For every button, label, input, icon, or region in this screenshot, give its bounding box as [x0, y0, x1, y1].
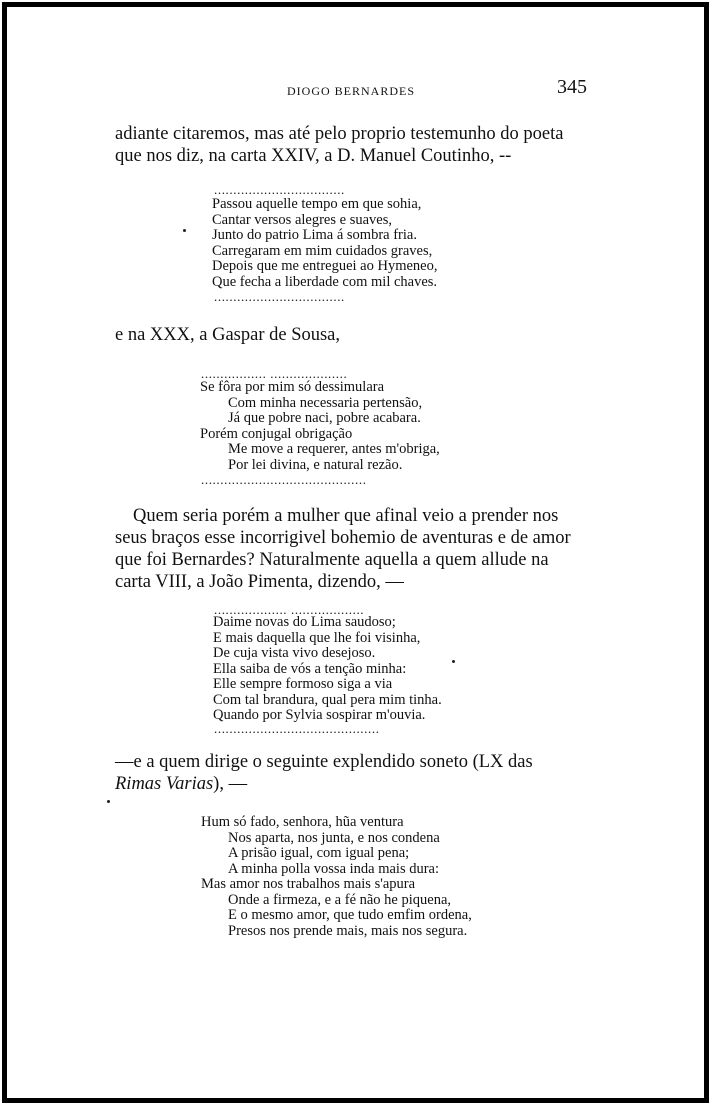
- verse-line: Quando por Sylvia sospirar m'ouvia.: [213, 707, 426, 723]
- ink-speck: [452, 660, 455, 663]
- verse-line: Passou aquelle tempo em que sohia,: [212, 196, 422, 212]
- verse-2: [200, 380, 440, 473]
- sonnet-line: Onde a firmeza, e a fé não he piquena,: [228, 891, 452, 908]
- verse-2-ellipsis-top: ................. ....................: [201, 366, 348, 381]
- verse-line: Depois que me entreguei ao Hymeneo,: [212, 258, 438, 274]
- verse-line: Ella saiba de vós a tenção minha:: [213, 660, 407, 677]
- sonnet-line: E o mesmo amor, que tudo emfim ordena,: [228, 907, 472, 923]
- paragraph-4-tail: ), —: [213, 774, 248, 794]
- page-number: 345: [557, 76, 587, 98]
- paragraph-3-line: Quem seria porém a mulher que afinal veio a prender nos: [133, 506, 559, 526]
- rimas-varias-title: Rimas Varias: [115, 774, 214, 794]
- paragraph-2: [115, 324, 585, 346]
- verse-line: Por lei divina, e natural rezão.: [228, 456, 403, 473]
- verse-line: Se fôra por mim só dessimulara: [200, 379, 385, 395]
- sonnet: [201, 815, 472, 939]
- verse-3-ellipsis-bottom: ...........................................: [214, 721, 380, 736]
- sonnet-line: Presos nos prende mais, mais nos segura.: [228, 922, 468, 939]
- verse-line: Com minha necessaria pertensão,: [228, 394, 423, 411]
- verse-line: De cuja vista vivo desejoso.: [213, 645, 376, 661]
- paragraph-1-line: que nos diz, na carta XXIV, a D. Manuel Coutinho, --: [115, 146, 512, 166]
- paragraph-4-line: —e a quem dirige o seguinte explendido soneto (LX das: [115, 752, 533, 772]
- paragraph-3: [115, 505, 585, 593]
- paragraph-1-line: adiante citaremos, mas até pelo proprio testemunho do poeta: [115, 124, 564, 144]
- paragraph-3-line: carta VIII, a João Pimenta, dizendo, —: [115, 572, 404, 592]
- paragraph-4-line-2: [115, 773, 585, 795]
- running-title: DIOGO BERNARDES: [287, 84, 416, 98]
- paragraph-3-line: que foi Bernardes? Naturalmente aquella a quem allude na: [115, 550, 549, 570]
- verse-line: Que fecha a liberdade com mil chaves.: [212, 273, 438, 290]
- ink-speck: [183, 229, 186, 232]
- paragraph-3-line: seus braços esse incorrigivel bohemio de aventuras e de amor: [115, 528, 571, 548]
- verse-3: [213, 615, 442, 724]
- paragraph-4: [115, 751, 585, 795]
- verse-2-ellipsis-bottom: ...........................................: [201, 472, 367, 487]
- verse-line: Daime novas do Lima saudoso;: [213, 614, 396, 630]
- sonnet-line: Hum só fado, senhora, hũa ventura: [201, 814, 404, 830]
- verse-1-ellipsis-top: ..................................: [214, 182, 345, 197]
- sonnet-line: A prisão igual, com igual pena;: [228, 845, 410, 861]
- sonnet-line: Nos aparta, nos junta, e nos condena: [228, 829, 440, 846]
- verse-line: Já que pobre naci, pobre acabara.: [228, 410, 421, 426]
- verse-line: Elle sempre formoso siga a via: [213, 676, 393, 692]
- verse-1: [212, 197, 437, 290]
- sonnet-line: Mas amor nos trabalhos mais s'apura: [201, 876, 416, 892]
- verse-line: Carregaram em mim cuidados graves,: [212, 242, 433, 259]
- paragraph-2-line: e na XXX, a Gaspar de Sousa,: [115, 325, 341, 345]
- verse-1-ellipsis-bottom: ..................................: [214, 289, 345, 304]
- verse-line: Com tal brandura, qual pera mim tinha.: [213, 691, 442, 708]
- ink-speck: [107, 800, 110, 803]
- verse-line: Me move a requerer, antes m'obriga,: [228, 441, 440, 457]
- verse-line: E mais daquella que lhe foi visinha,: [213, 629, 421, 646]
- verse-3-ellipsis-top: ................... ...................: [214, 602, 365, 617]
- verse-line: Porém conjugal obrigação: [200, 425, 353, 442]
- sonnet-line: A minha polla vossa inda mais dura:: [228, 860, 440, 877]
- paragraph-1: [115, 123, 585, 167]
- verse-line: Cantar versos alegres e suaves,: [212, 211, 392, 228]
- verse-line: Junto do patrio Lima á sombra fria.: [212, 227, 417, 243]
